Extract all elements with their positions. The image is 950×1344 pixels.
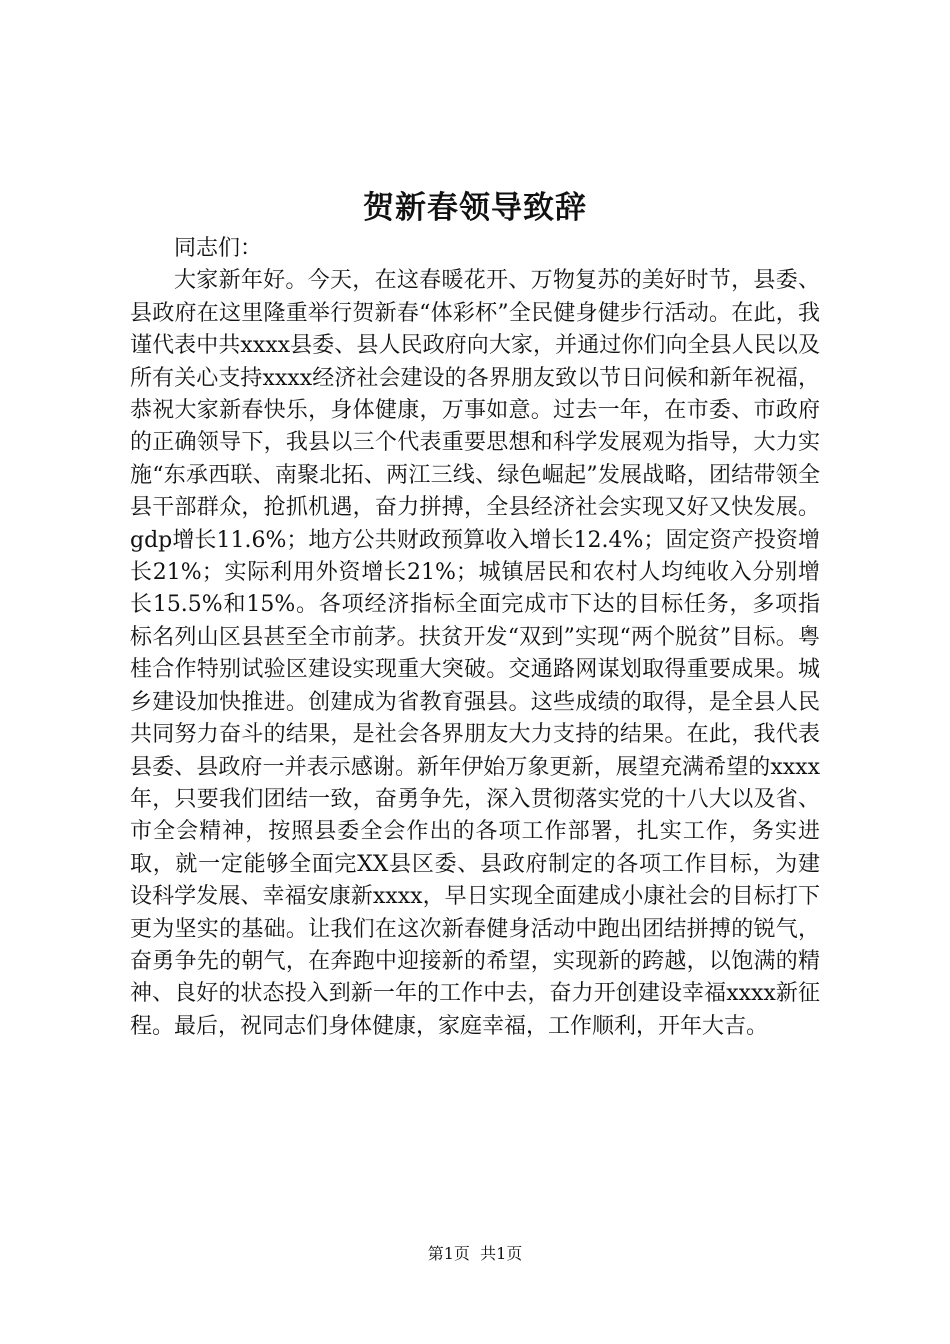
page-number: 第1页 共1页 — [427, 1244, 523, 1263]
body-paragraph: 大家新年好。今天，在这春暖花开、万物复苏的美好时节，县委、县政府在这里隆重举行贺新春“体彩杯”全民健身健步行活动。在此，我谨代表中共xxxx县委、县人民政府向大家，并通过你们向全县人民以及所有关心支持xxxx经济社会建设的各界朋友致以节日问候和新年祝福，恭祝大家新春快乐，身体健康，万事如意。过去一年，在市委、市政府的正确领导下，我县以三个代表重要思想和科学发展观为指导，大力实施“东承西联、南聚北拓、两江三线、绿色崛起”发展战略，团结带领全县干部群众，抢抓机遇，奋力拼搏，全县经济社会实现又好又快发展。gdp增长11.6%；地方公共财政预算收入增长12.4%；固定资产投资增长21%；实际利用外资增长21%；城镇居民和农村人均纯收入分别增长15.5%和15%。各项经济指标全面完成市下达的目标任务，多项指标名列山区县甚至全市前茅。扶贫开发“双到”实现“两个脱贫”目标。粤桂合作特别试验区建设实现重大突破。交通路网谋划取得重要成果。城乡建设加快推进。创建成为省教育强县。这些成绩的取得，是全县人民共同努力奋斗的结果，是社会各界朋友大力支持的结果。在此，我代表县委、县政府一并表示感谢。新年伊始万象更新，展望充满希望的xxxx年，只要我们团结一致，奋勇争先，深入贯彻落实党的十八大以及省、市全会精神，按照县委全会作出的各项工作部署，扎实工作，务实进取，就一定能够全面完XX县区委、县政府制定的各项工作目标，为建设科学发展、幸福安康新xxxx，早日实现全面建成小康社会的目标打下更为坚实的基础。让我们在这次新春健身活动中跑出团结拼搏的锐气，奋勇争先的朝气，在奔跑中迎接新的希望，实现新的跨越，以饱满的精神、良好的状态投入到新一年的工作中去，奋力开创建设幸福xxxx新征程。最后，祝同志们身体健康，家庭幸福，工作顺利，开年大吉。 — [130, 268, 820, 1039]
salutation: 同志们： — [174, 236, 263, 261]
document-body — [130, 233, 820, 1043]
page-footer — [0, 1242, 950, 1266]
document-title: 贺新春领导致辞 — [363, 190, 587, 226]
